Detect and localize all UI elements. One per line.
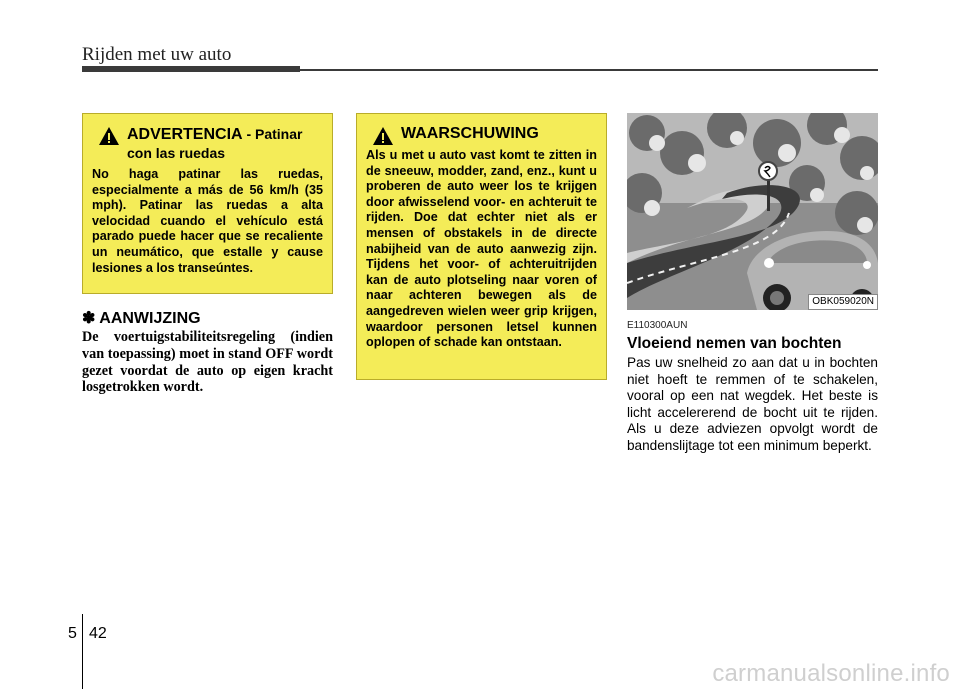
road-illustration — [627, 113, 878, 310]
warning-box-dutch — [356, 113, 607, 380]
section-code: E110300AUN — [627, 320, 688, 331]
warning-triangle-icon — [98, 126, 120, 146]
warning-title-main: ADVERTENCIA — [127, 126, 243, 143]
section-body: Pas uw snelheid zo aan dat u in bochten niet hoeft te remmen of te schakelen, vooral op een nat wegdek. Het beste is licht accelererend de bocht uit te rijden. Als u deze adviezen opvolgt wordt de bandenslijtage tot een minimum beperkt. — [627, 355, 878, 453]
page-header-title: Rijden met uw auto — [82, 44, 232, 65]
warning-triangle-icon — [372, 126, 394, 146]
warning-title-sub: - Patinar con las ruedas — [127, 126, 303, 161]
chapter-number: 5 — [68, 625, 77, 642]
photo-code-label: OBK059020N — [808, 294, 878, 310]
warning-header — [98, 125, 323, 163]
header-rule-thin — [300, 69, 878, 71]
warning-body: No haga patinar las ruedas, especialmente a más de 56 km/h (35 mph). Patinar las ruedas a alta velocidad cuando el vehículo está parado puede hacer que se recaliente un neumático, que estalle y cause lesiones a los transeúntes. — [92, 167, 323, 275]
page-number: 42 — [89, 625, 107, 642]
header-rule-thick — [82, 66, 300, 72]
note-body: De voertuigstabiliteitsregeling (indien van toepassing) moet in stand OFF wordt gezet voordat de auto op eigen kracht losgetrokken wordt. — [82, 329, 333, 396]
warning-title: WAARSCHUWING — [401, 125, 539, 142]
footer-vertical-rule — [82, 614, 83, 689]
warning-header — [372, 125, 597, 146]
warning-title — [127, 125, 323, 163]
illustration-car-on-curved-road — [627, 113, 878, 310]
section-title: Vloeiend nemen van bochten — [627, 335, 842, 352]
note-title: ✽ AANWIJZING — [82, 310, 201, 327]
warning-box-spanish — [82, 113, 333, 294]
warning-body: Als u met u auto vast komt te zitten in de sneeuw, modder, zand, enz., kunt u proberen de auto weer los te krijgen door afwisselend voor- en achteruit te rijden. Doe dat echter niet als er mensen of obstakels in de directe nabijheid van de auto aanwezig zijn. Tijdens het voor- of achteruitrijden kan de auto plotseling naar voren of naar achteren bewegen als de aangedreven wielen weer grip krijgen, waardoor personen letsel kunnen oplopen of schade kan ontstaan. — [366, 148, 597, 350]
watermark: carmanualsonline.info — [712, 660, 950, 687]
